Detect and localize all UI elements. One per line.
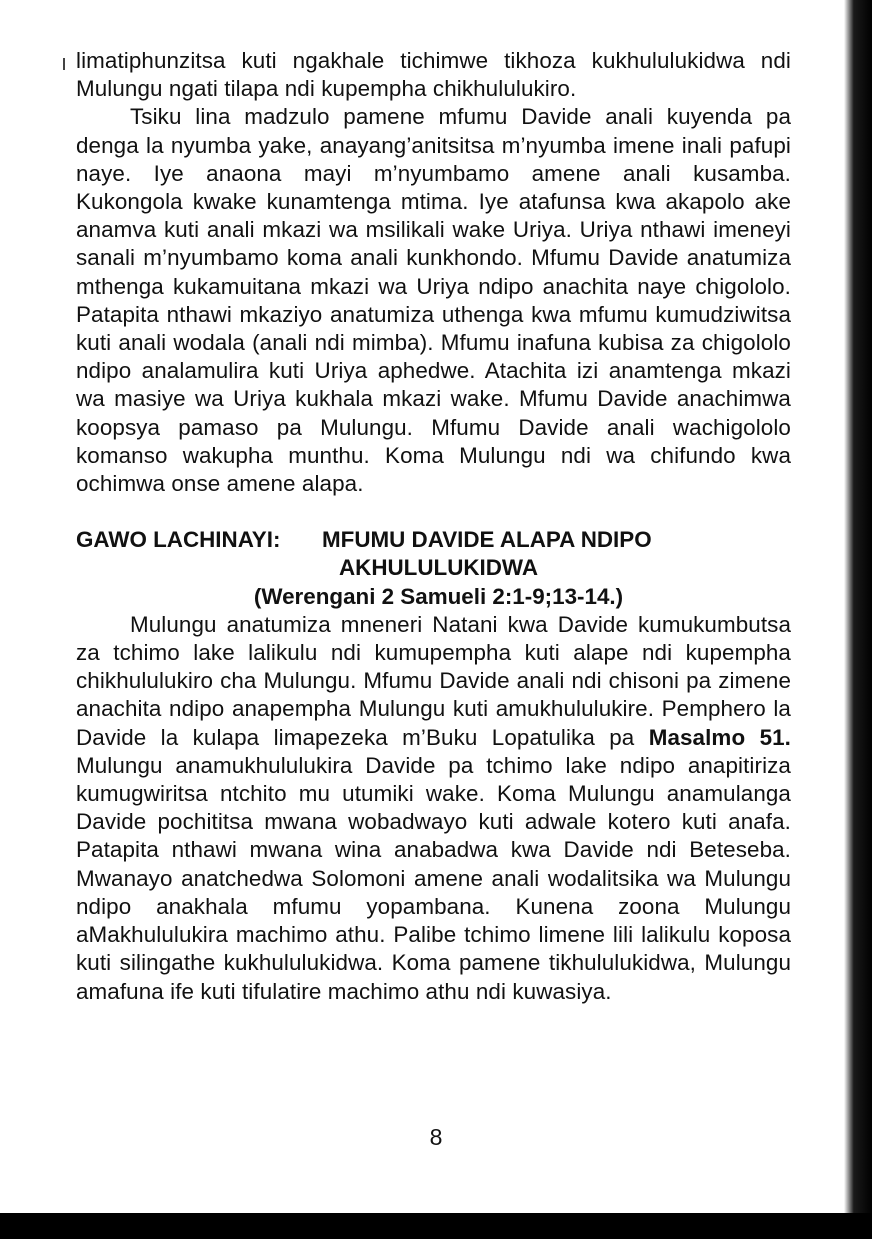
margin-mark	[63, 58, 65, 70]
paragraph-repentance-start: Mulungu anatumiza mneneri Natani kwa Davide kumukumbutsa za tchimo lake lalikulu ndi kumupempha kuti alape ndi kupempha chikhululukiro cha Mulungu. Mfumu Davide anali ndi chisoni pa zimene anachita ndipo anapempha Mulungu kuti amukhululukire. Pemphero la Davide la kulapa limapezeka m’Buku Lopatulika pa	[76, 611, 791, 750]
section-label: GAWO LACHINAYI:	[76, 527, 281, 553]
paragraph-repentance-end: Mulungu anamukhululukira Davide pa tchimo lake ndipo anapitiriza kumugwiritsa ntchito mu utumiki wake. Koma Mulungu anamulanga Davide pochititsa mwana wobadwayo kuti adwale kotero kuti anafa. Patapita nthawi mwana wina anabadwa kwa Davide ndi Beteseba. Mwanayo anatchedwa Solomoni amene anali wodalitsika wa Mulungu ndipo anakhala mfumu yopambana. Kunena zoona Mulungu aMakhululukira machimo athu. Palibe tchimo limene lili lalikulu koposa kuti silingathe kukhululukidwa. Koma pamene tikhululukidwa, Mulungu amafuna ife kuti tifulatire machimo athu ndi kuwasiya.	[76, 752, 791, 1004]
scan-edge-bottom	[0, 1213, 872, 1239]
section-title-line-2: AKHULULUKIDWA	[338, 555, 538, 581]
section-heading	[76, 526, 791, 582]
body-text	[76, 47, 791, 1006]
scan-edge-right	[844, 0, 872, 1239]
section-title-line-1: MFUMU DAVIDE ALAPA NDIPO	[322, 527, 652, 553]
paragraph-repentance	[76, 611, 791, 1006]
paragraph-david-story: Tsiku lina madzulo pamene mfumu Davide anali kuyenda pa denga la nyumba yake, anayang’anitsitsa m’nyumba imene inali pafupi naye. Iye anaona mayi m’nyumbamo amene anali kusamba. Kukongola kwake kunamtenga mtima. Iye atafunsa kwa akapolo ake anamva kuti anali mkazi wa msilikali wake Uriya. Uriya nthawi imeneyi sanali m’nyumbamo koma anali kunkhondo. Mfumu Davide anatumiza mthenga kukamuitana mkazi wa Uriya ndipo anachita naye chigololo. Patapita nthawi mkaziyo anatumiza uthenga kwa mfumu kumudziwitsa kuti anali wodala (anali ndi mimba). Mfumu inafuna kubisa za chigololo ndipo analamulira kuti Uriya aphedwe. Atachita izi anamtenga mkazi wa masiye wa Uriya kukhala mkazi wake. Mfumu Davide anachimwa koopsya pamaso pa Mulungu. Mfumu Davide anali wachigololo komanso wakupha munthu. Koma Mulungu ndi wa chifundo kwa ochimwa onse amene alapa.	[76, 104, 791, 497]
paragraph-continued: limatiphunzitsa kuti ngakhale tichimwe tikhoza kukhululukidwa ndi Mulungu ngati tilapa ndi kupempha chikhululukiro.	[76, 48, 791, 102]
scripture-reference: (Werengani 2 Samueli 2:1-9;13-14.)	[253, 583, 624, 609]
page-number: 8	[429, 1124, 443, 1150]
psalm-reference: Masalmo 51.	[648, 724, 791, 750]
